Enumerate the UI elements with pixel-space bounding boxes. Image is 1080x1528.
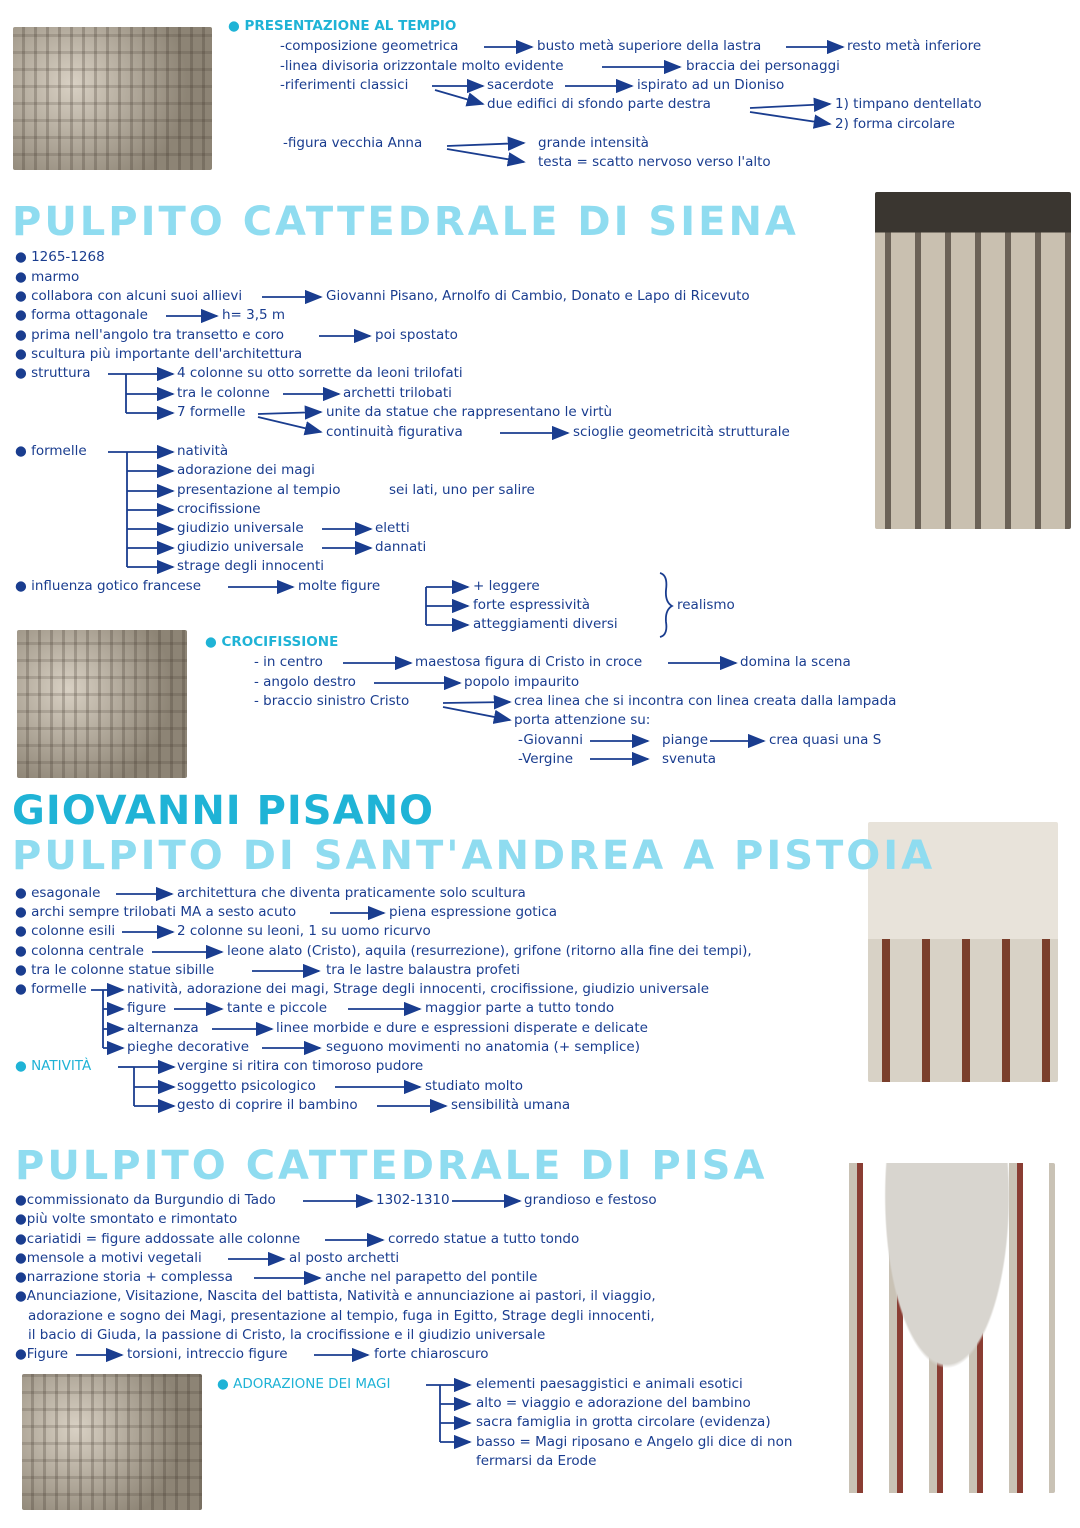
text: corredo statue a tutto tondo: [388, 1231, 580, 1247]
text: - angolo destro: [254, 674, 356, 690]
bullet: ● influenza gotico francese: [15, 578, 202, 594]
text: leone alato (Cristo), aquila (resurrezione), grifone (ritorno alla fine dei tempi),: [227, 943, 752, 959]
text: linee morbide e dure e espressioni disperate e delicate: [276, 1020, 648, 1036]
text: anche nel parapetto del pontile: [325, 1269, 538, 1285]
text: maggior parte a tutto tondo: [425, 1000, 615, 1016]
text: 4 colonne su otto sorrette da leoni trilofati: [177, 365, 463, 381]
bullet: ● esagonale: [15, 885, 101, 901]
text: grande intensità: [538, 135, 649, 151]
text: sensibilità umana: [451, 1097, 571, 1113]
text: ispirato ad un Dioniso: [637, 77, 785, 93]
text: basso = Magi riposano e Angelo gli dice di non: [476, 1434, 793, 1450]
bullet: ● scultura più importante dell'architettura: [15, 346, 303, 362]
text: due edifici di sfondo parte destra: [487, 96, 711, 112]
text: torsioni, intreccio figure: [127, 1346, 288, 1362]
text: 1) timpano dentellato: [835, 96, 982, 112]
text: elementi paesaggistici e animali esotici: [476, 1376, 743, 1392]
bullet: ●mensole a motivi vegetali: [15, 1250, 202, 1266]
text: + leggere: [473, 578, 540, 594]
text: natività: [177, 443, 229, 459]
text: 2 colonne su leoni, 1 su uomo ricurvo: [177, 923, 431, 939]
text: -Giovanni: [518, 732, 583, 748]
text: h= 3,5 m: [222, 307, 286, 323]
text: braccia dei personaggi: [686, 58, 840, 74]
bullet: ● prima nell'angolo tra transetto e coro: [15, 327, 285, 343]
text: sacra famiglia in grotta circolare (evidenza): [476, 1414, 771, 1430]
nativita-title: ● NATIVITÀ: [15, 1058, 92, 1074]
bullet: ●commissionato da Burgundio di Tado: [15, 1192, 276, 1208]
text: molte figure: [298, 578, 381, 594]
text: fermarsi da Erode: [476, 1453, 597, 1469]
text: strage degli innocenti: [177, 558, 325, 574]
text: busto metà superiore della lastra: [537, 38, 762, 54]
bullet: ●narrazione storia + complessa: [15, 1269, 233, 1285]
bullet: ● forma ottagonale: [15, 307, 148, 323]
bullet: ● archi sempre trilobati MA a sesto acuto: [15, 904, 297, 920]
text: seguono movimenti no anatomia (+ semplice): [326, 1039, 640, 1055]
text: -linea divisoria orizzontale molto evidente: [280, 58, 564, 74]
presentazione-title: ● PRESENTAZIONE AL TEMPIO: [228, 18, 457, 34]
text: continuità figurativa: [326, 424, 463, 440]
text: testa = scatto nervoso verso l'alto: [538, 154, 771, 170]
text: piena espressione gotica: [389, 904, 558, 920]
text: 1302-1310: [376, 1192, 450, 1208]
text: archetti trilobati: [343, 385, 452, 401]
text: forte chiaroscuro: [374, 1346, 489, 1362]
bullet: ●cariatidi = figure addossate alle colonne: [15, 1231, 301, 1247]
text: atteggiamenti diversi: [473, 616, 618, 632]
text: pieghe decorative: [127, 1039, 250, 1055]
text: piange: [662, 732, 709, 748]
text: svenuta: [662, 751, 717, 767]
text: adorazione e sogno dei Magi, presentazione al tempio, fuga in Egitto, Strage degli innocenti,: [28, 1308, 655, 1324]
bullet: ● 1265-1268: [15, 249, 105, 265]
text: -figura vecchia Anna: [283, 135, 423, 151]
pistoia-title: PULPITO DI SANT'ANDREA A PISTOIA: [12, 833, 936, 879]
text: tra le colonne: [177, 385, 270, 401]
text: domina la scena: [740, 654, 851, 670]
bullet: ● collabora con alcuni suoi allievi: [15, 288, 243, 304]
text: porta attenzione su:: [514, 712, 651, 728]
text: natività, adorazione dei magi, Strage degli innocenti, crocifissione, giudizio universale: [127, 981, 710, 997]
text: crocifissione: [177, 501, 261, 517]
text: eletti: [375, 520, 410, 536]
text: - braccio sinistro Cristo: [254, 693, 410, 709]
text: popolo impaurito: [464, 674, 580, 690]
text: forte espressività: [473, 597, 591, 613]
text: realismo: [677, 597, 735, 613]
bullet: ● formelle: [15, 981, 87, 997]
giovanni-pisano-title: GIOVANNI PISANO: [12, 788, 435, 834]
crocifissione-title: ● CROCIFISSIONE: [205, 634, 339, 650]
text: gesto di coprire il bambino: [177, 1097, 358, 1113]
text: vergine si ritira con timoroso pudore: [177, 1058, 424, 1074]
bullet: ● struttura: [15, 365, 91, 381]
text: crea linea che si incontra con linea creata dalla lampada: [514, 693, 897, 709]
text: poi spostato: [375, 327, 458, 343]
text: giudizio universale: [177, 539, 304, 555]
bullet: ● formelle: [15, 443, 87, 459]
text: -composizione geometrica: [280, 38, 459, 54]
text: 2) forma circolare: [835, 116, 955, 132]
bullet: ● tra le colonne statue sibille: [15, 962, 215, 978]
text: maestosa figura di Cristo in croce: [415, 654, 643, 670]
text: alternanza: [127, 1020, 199, 1036]
text: -riferimenti classici: [280, 77, 409, 93]
text: Giovanni Pisano, Arnolfo di Cambio, Donato e Lapo di Ricevuto: [326, 288, 750, 304]
text: architettura che diventa praticamente solo scultura: [177, 885, 526, 901]
text: tante e piccole: [227, 1000, 328, 1016]
text: 7 formelle: [177, 404, 246, 420]
text: giudizio universale: [177, 520, 304, 536]
text: crea quasi una S: [769, 732, 882, 748]
text: unite da statue che rappresentano le virtù: [326, 404, 613, 420]
text: - in centro: [254, 654, 323, 670]
text: presentazione al tempio: [177, 482, 341, 498]
text: adorazione dei magi: [177, 462, 315, 478]
text: sei lati, uno per salire: [389, 482, 535, 498]
bullet: ●Figure: [15, 1346, 68, 1362]
siena-title: PULPITO CATTEDRALE DI SIENA: [12, 199, 799, 245]
text: grandioso e festoso: [524, 1192, 657, 1208]
adorazione-magi-title: ● ADORAZIONE DEI MAGI: [217, 1376, 391, 1392]
text: alto = viaggio e adorazione del bambino: [476, 1395, 751, 1411]
text: il bacio di Giuda, la passione di Cristo, la crocifissione e il giudizio universale: [28, 1327, 546, 1343]
text: sacerdote: [487, 77, 554, 93]
text: figure: [127, 1000, 167, 1016]
text: al posto archetti: [289, 1250, 400, 1266]
text: tra le lastre balaustra profeti: [326, 962, 521, 978]
bullet: ●Anunciazione, Visitazione, Nascita del battista, Natività e annunciazione ai pastori, il viaggio,: [15, 1288, 656, 1304]
text: studiato molto: [425, 1078, 524, 1094]
text: resto metà inferiore: [847, 38, 982, 54]
bullet: ●più volte smontato e rimontato: [15, 1211, 238, 1227]
text: scioglie geometricità strutturale: [573, 424, 790, 440]
text: -Vergine: [518, 751, 574, 767]
text: dannati: [375, 539, 427, 555]
pisa-title: PULPITO CATTEDRALE DI PISA: [15, 1143, 768, 1189]
text: soggetto psicologico: [177, 1078, 316, 1094]
bullet: ● colonne esili: [15, 923, 116, 939]
bullet: ● colonna centrale: [15, 943, 144, 959]
bullet: ● marmo: [15, 269, 80, 285]
